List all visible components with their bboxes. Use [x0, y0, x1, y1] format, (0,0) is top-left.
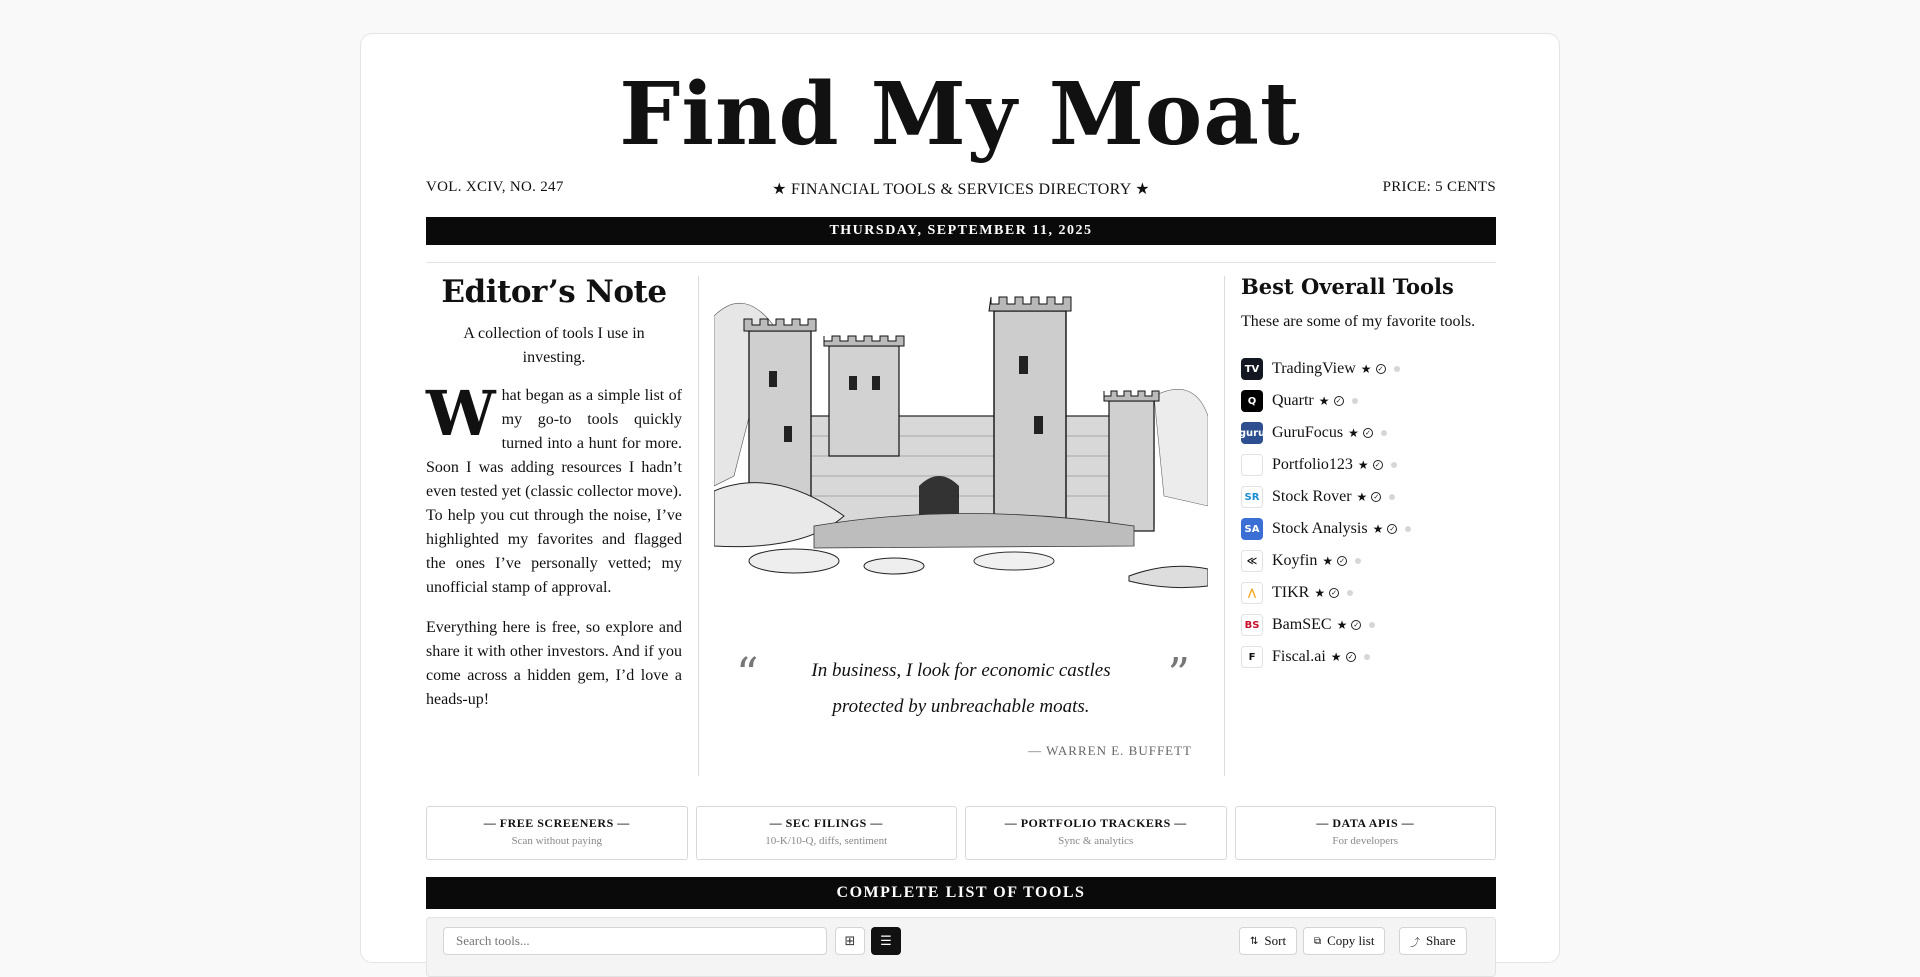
- tagline: ★ FINANCIAL TOOLS & SERVICES DIRECTORY ★: [772, 181, 1150, 198]
- best-tools: [1238, 274, 1501, 673]
- list-icon: ☰: [880, 933, 892, 949]
- best-tools-list: [1238, 353, 1501, 673]
- vetted-check-icon: ✓: [1363, 428, 1373, 438]
- tool-name: Portfolio123: [1272, 456, 1353, 473]
- category-card[interactable]: [965, 806, 1227, 860]
- tool-name: Koyfin: [1272, 552, 1318, 569]
- editors-note-subtitle: A collection of tools I use in investing.: [463, 325, 645, 366]
- status-dot-icon: [1364, 654, 1370, 660]
- tool-logo-icon: SA: [1241, 518, 1263, 540]
- best-tool-item[interactable]: [1241, 385, 1501, 417]
- editors-note: [426, 274, 682, 712]
- category-subtitle: For developers: [1332, 835, 1399, 847]
- sort-icon: ⇅: [1250, 935, 1259, 947]
- category-subtitle: 10-K/10-Q, diffs, sentiment: [765, 835, 888, 847]
- tool-name: Stock Analysis: [1272, 520, 1368, 537]
- close-quote-icon: ”: [1167, 649, 1190, 700]
- search-input[interactable]: [443, 927, 827, 955]
- volume-number: VOL. XCIV, NO. 247: [426, 179, 564, 195]
- date-bar: THURSDAY, SEPTEMBER 11, 2025: [426, 217, 1496, 245]
- tool-logo-icon: BS: [1241, 614, 1263, 636]
- tool-name: Stock Rover: [1272, 488, 1352, 505]
- status-dot-icon: [1389, 494, 1395, 500]
- tool-logo-icon: TV: [1241, 358, 1263, 380]
- list-view-button[interactable]: [871, 927, 901, 955]
- best-tool-item[interactable]: [1241, 545, 1501, 577]
- editors-note-paragraph: Everything here is free, so explore and share it with other investors. And if you come across a hidden gem, I’d love a heads-up!: [426, 619, 682, 708]
- favorite-star-icon: ★: [1318, 393, 1330, 408]
- editors-note-heading: Editor’s Note: [441, 274, 667, 310]
- page-sheet: [360, 33, 1560, 963]
- favorite-star-icon: ★: [1372, 521, 1384, 536]
- tool-name: Fiscal.ai: [1272, 648, 1326, 665]
- tool-logo-icon: SR: [1241, 486, 1263, 508]
- tool-logo-icon: guru: [1241, 422, 1263, 444]
- feature-column: [714, 276, 1208, 759]
- best-tool-item[interactable]: [1241, 577, 1501, 609]
- share-icon: ⤴: [1410, 937, 1420, 949]
- best-tool-item[interactable]: [1241, 641, 1501, 673]
- dateline: [426, 179, 1496, 199]
- best-tool-item[interactable]: [1241, 481, 1501, 513]
- vetted-check-icon: ✓: [1376, 364, 1386, 374]
- status-dot-icon: [1352, 398, 1358, 404]
- favorite-star-icon: ★: [1330, 649, 1342, 664]
- category-card[interactable]: [696, 806, 958, 860]
- favorite-star-icon: ★: [1360, 361, 1372, 376]
- vetted-check-icon: ✓: [1334, 396, 1344, 406]
- best-tool-item[interactable]: [1241, 609, 1501, 641]
- tool-name: Quartr: [1272, 392, 1314, 409]
- vetted-check-icon: ✓: [1337, 556, 1347, 566]
- editors-note-paragraph: [426, 377, 682, 600]
- tool-name: TIKR: [1272, 584, 1310, 601]
- favorite-star-icon: ★: [1314, 585, 1326, 600]
- best-tool-item[interactable]: [1238, 417, 1501, 449]
- category-card[interactable]: [1235, 806, 1497, 860]
- tool-logo-icon: ≪: [1241, 550, 1263, 572]
- copy-label: Copy list: [1327, 933, 1375, 948]
- status-dot-icon: [1381, 430, 1387, 436]
- category-cards: [426, 806, 1496, 860]
- favorite-star-icon: ★: [1357, 457, 1369, 472]
- category-title: — SEC FILINGS —: [769, 816, 883, 830]
- vetted-check-icon: ✓: [1371, 492, 1381, 502]
- tool-name: TradingView: [1272, 360, 1356, 377]
- status-dot-icon: [1394, 366, 1400, 372]
- tool-logo-icon: Q: [1241, 390, 1263, 412]
- pull-quote: [714, 649, 1208, 723]
- share-button[interactable]: [1399, 927, 1467, 955]
- category-subtitle: Scan without paying: [511, 835, 602, 847]
- grid-icon: ⊞: [844, 933, 856, 949]
- best-tool-item[interactable]: [1241, 449, 1501, 481]
- tool-logo-icon: ⋀: [1241, 582, 1263, 604]
- status-dot-icon: [1391, 462, 1397, 468]
- category-title: — PORTFOLIO TRACKERS —: [1004, 816, 1187, 830]
- vetted-check-icon: ✓: [1387, 524, 1397, 534]
- share-label: Share: [1426, 933, 1456, 948]
- quote-attribution: — WARREN E. BUFFETT: [1028, 743, 1192, 758]
- paragraph-text: hat began as a simple list of my go-to tools quickly turned into a hunt for more. Soon I was adding resources I hadn’t even tested yet (classic collector move). To help you cut through the noise, I’ve highlighted my favorites and flagged the ones I’ve personally vetted; my unofficial stamp of approval.: [426, 387, 682, 596]
- tool-logo-icon: [1241, 454, 1263, 476]
- category-title: — DATA APIS —: [1316, 816, 1415, 830]
- category-card[interactable]: [426, 806, 688, 860]
- list-toolbar: [426, 917, 1496, 977]
- vetted-check-icon: ✓: [1346, 652, 1356, 662]
- best-tools-intro: These are some of my favorite tools.: [1241, 313, 1476, 330]
- tool-logo-icon: F: [1241, 646, 1263, 668]
- column-divider: [698, 276, 699, 776]
- tool-name: GuruFocus: [1272, 424, 1344, 441]
- best-tool-item[interactable]: [1241, 513, 1501, 545]
- vetted-check-icon: ✓: [1351, 620, 1361, 630]
- favorite-star-icon: ★: [1336, 617, 1348, 632]
- open-quote-icon: “: [736, 649, 759, 700]
- copy-list-button[interactable]: [1303, 927, 1385, 955]
- drop-cap: W: [426, 377, 496, 450]
- copy-icon: ⧉: [1314, 935, 1322, 947]
- quote-text: In business, I look for economic castles protected by unbreachable moats.: [811, 660, 1111, 717]
- vetted-check-icon: ✓: [1329, 588, 1339, 598]
- grid-view-button[interactable]: [835, 927, 865, 955]
- tool-name: BamSEC: [1272, 616, 1332, 633]
- castle-illustration: [714, 276, 1208, 611]
- category-title: — FREE SCREENERS —: [483, 816, 630, 830]
- favorite-star-icon: ★: [1322, 553, 1334, 568]
- best-tool-item[interactable]: [1241, 353, 1501, 385]
- category-subtitle: Sync & analytics: [1058, 835, 1134, 847]
- divider: [426, 262, 1496, 263]
- sort-button[interactable]: [1239, 927, 1297, 955]
- sort-label: Sort: [1264, 933, 1287, 948]
- favorite-star-icon: ★: [1356, 489, 1368, 504]
- status-dot-icon: [1405, 526, 1411, 532]
- status-dot-icon: [1369, 622, 1375, 628]
- status-dot-icon: [1347, 590, 1353, 596]
- masthead-title: Find My Moat: [619, 64, 1301, 165]
- best-tools-heading: Best Overall Tools: [1241, 274, 1454, 299]
- favorite-star-icon: ★: [1348, 425, 1359, 440]
- complete-list-heading: COMPLETE LIST OF TOOLS: [426, 877, 1496, 909]
- vetted-check-icon: ✓: [1373, 460, 1383, 470]
- status-dot-icon: [1355, 558, 1361, 564]
- column-divider: [1224, 276, 1225, 776]
- price: PRICE: 5 CENTS: [1382, 179, 1496, 195]
